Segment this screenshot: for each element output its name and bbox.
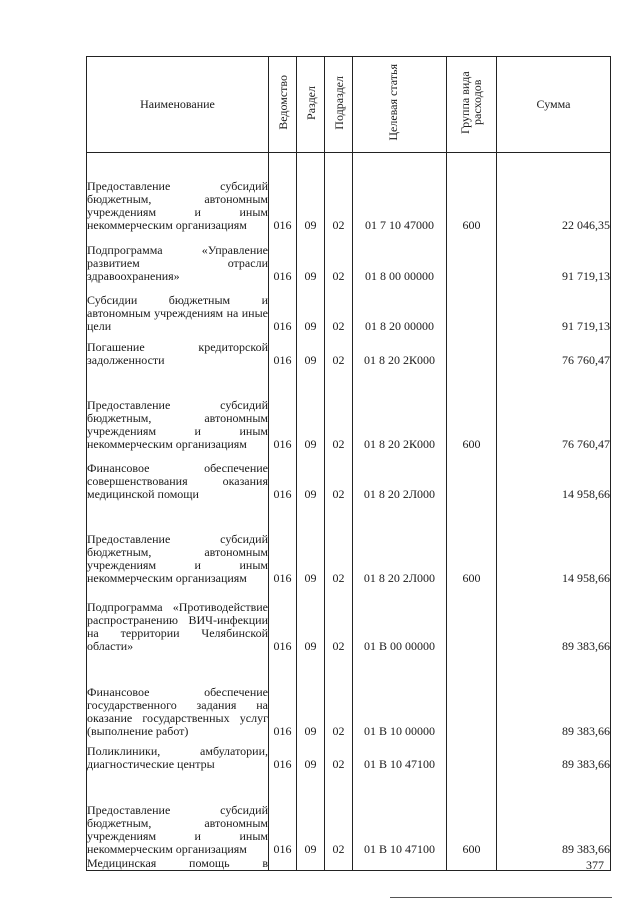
row-name: Погашение кредиторской задолженности [87, 334, 269, 368]
table-row [87, 284, 611, 334]
budget-table [86, 56, 611, 871]
cell-summa: 22 046,35 [497, 153, 611, 233]
cell-vedomstvo: 016 [269, 654, 297, 739]
cell-razdel: 09 [297, 368, 325, 452]
cell-celevaya-statya: 01 В 10 47100 [353, 739, 447, 772]
cell-razdel: 09 [297, 284, 325, 334]
cell-gruppa-vida-rashodov [447, 233, 497, 284]
cell-vedomstvo [269, 857, 297, 871]
table-row [87, 857, 611, 871]
cell-vedomstvo: 016 [269, 452, 297, 502]
cell-podrazdel [325, 857, 353, 871]
cell-razdel: 09 [297, 586, 325, 654]
table-row [87, 654, 611, 739]
cell-razdel: 09 [297, 502, 325, 586]
table-row [87, 153, 611, 233]
row-name: Подпрограмма «Управление развитием отрасли здравоохранения» [87, 233, 269, 284]
cell-celevaya-statya: 01 В 10 47100 [353, 772, 447, 857]
cell-podrazdel: 02 [325, 654, 353, 739]
row-name: Медицинская помощь в [87, 855, 268, 870]
table-header-row [87, 57, 611, 153]
cell-podrazdel: 02 [325, 772, 353, 857]
header-podrazdel: Подраздел [325, 57, 353, 153]
cell-celevaya-statya: 01 8 20 2Л000 [353, 452, 447, 502]
cell-celevaya-statya: 01 8 20 2Л000 [353, 502, 447, 586]
cell-summa: 89 383,66 [497, 586, 611, 654]
cell-vedomstvo: 016 [269, 368, 297, 452]
table-row [87, 452, 611, 502]
cell-gruppa-vida-rashodov [447, 334, 497, 368]
cell-gruppa-vida-rashodov [447, 284, 497, 334]
cell-podrazdel: 02 [325, 334, 353, 368]
cell-vedomstvo: 016 [269, 233, 297, 284]
cell-razdel [297, 857, 325, 871]
table-row [87, 233, 611, 284]
cell-gruppa-vida-rashodov [447, 739, 497, 772]
header-name: Наименование [87, 57, 269, 153]
cell-podrazdel: 02 [325, 586, 353, 654]
cell-gruppa-vida-rashodov [447, 654, 497, 739]
cell-gruppa-vida-rashodov: 600 [447, 368, 497, 452]
cell-vedomstvo: 016 [269, 284, 297, 334]
cell-gruppa-vida-rashodov: 600 [447, 502, 497, 586]
cell-celevaya-statya: 01 8 20 00000 [353, 284, 447, 334]
cell-razdel: 09 [297, 334, 325, 368]
cell-razdel: 09 [297, 772, 325, 857]
cell-podrazdel: 02 [325, 153, 353, 233]
cell-summa: 14 958,66 [497, 452, 611, 502]
cell-summa: 76 760,47 [497, 334, 611, 368]
table-row [87, 739, 611, 772]
row-name: Предоставление субсидий бюджетным, автономным учреждениям и иным некоммерческим организациям [87, 502, 269, 586]
table-row [87, 502, 611, 586]
row-name: Финансовое обеспечение государственного задания на оказание государственных услуг (выполнение работ) [87, 654, 269, 739]
cell-vedomstvo: 016 [269, 153, 297, 233]
row-name: Подпрограмма «Противодействие распространению ВИЧ-инфекции на территории Челябинской области» [87, 586, 269, 654]
header-celevaya-statya: Целевая статья [353, 57, 447, 153]
table-row [87, 334, 611, 368]
page-number: 377 [586, 858, 604, 872]
cell-razdel: 09 [297, 233, 325, 284]
cell-celevaya-statya: 01 7 10 47000 [353, 153, 447, 233]
header-gruppa-vida-rashodov: Группа вида расходов [447, 57, 497, 153]
row-name: Субсидии бюджетным и автономным учреждениям на иные цели [87, 284, 269, 334]
cell-celevaya-statya: 01 8 20 2К000 [353, 368, 447, 452]
cell-gruppa-vida-rashodov [447, 586, 497, 654]
header-razdel: Раздел [297, 57, 325, 153]
cell-podrazdel: 02 [325, 233, 353, 284]
row-name: Поликлиники, амбулатории, диагностические центры [87, 739, 269, 772]
header-summa: Сумма [497, 57, 611, 153]
cell-summa: 89 383,66 [497, 654, 611, 739]
cell-vedomstvo: 016 [269, 772, 297, 857]
cell-gruppa-vida-rashodov [447, 857, 497, 871]
table-row [87, 772, 611, 857]
footer-rule [390, 897, 612, 898]
cell-celevaya-statya: 01 8 20 2К000 [353, 334, 447, 368]
cell-podrazdel: 02 [325, 368, 353, 452]
cell-gruppa-vida-rashodov [447, 452, 497, 502]
cell-podrazdel: 02 [325, 502, 353, 586]
cell-gruppa-vida-rashodov: 600 [447, 772, 497, 857]
cell-podrazdel: 02 [325, 739, 353, 772]
header-vedomstvo: Ведомство [269, 57, 297, 153]
cell-celevaya-statya [353, 857, 447, 871]
cell-summa: 89 383,66 [497, 739, 611, 772]
row-name: Предоставление субсидий бюджетным, автономным учреждениям и иным некоммерческим организациям [87, 368, 269, 452]
table-row [87, 368, 611, 452]
row-name: Финансовое обеспечение совершенствования оказания медицинской помощи [87, 452, 269, 502]
cell-vedomstvo: 016 [269, 334, 297, 368]
cell-podrazdel: 02 [325, 452, 353, 502]
cell-razdel: 09 [297, 452, 325, 502]
row-name: Предоставление субсидий бюджетным, автономным учреждениям и иным некоммерческим организациям [87, 153, 269, 233]
cell-celevaya-statya: 01 8 00 00000 [353, 233, 447, 284]
cell-summa: 91 719,13 [497, 284, 611, 334]
cell-summa: 91 719,13 [497, 233, 611, 284]
cell-vedomstvo: 016 [269, 586, 297, 654]
cell-razdel: 09 [297, 153, 325, 233]
cell-vedomstvo: 016 [269, 502, 297, 586]
table-row [87, 586, 611, 654]
cell-celevaya-statya: 01 В 10 00000 [353, 654, 447, 739]
cell-razdel: 09 [297, 739, 325, 772]
cell-gruppa-vida-rashodov: 600 [447, 153, 497, 233]
cell-podrazdel: 02 [325, 284, 353, 334]
cell-vedomstvo: 016 [269, 739, 297, 772]
row-name: Предоставление субсидий бюджетным, автономным учреждениям и иным некоммерческим организациям [87, 772, 269, 857]
cell-summa: 76 760,47 [497, 368, 611, 452]
cell-razdel: 09 [297, 654, 325, 739]
cell-summa: 89 383,66 [497, 772, 611, 857]
cell-summa: 14 958,66 [497, 502, 611, 586]
cell-celevaya-statya: 01 В 00 00000 [353, 586, 447, 654]
